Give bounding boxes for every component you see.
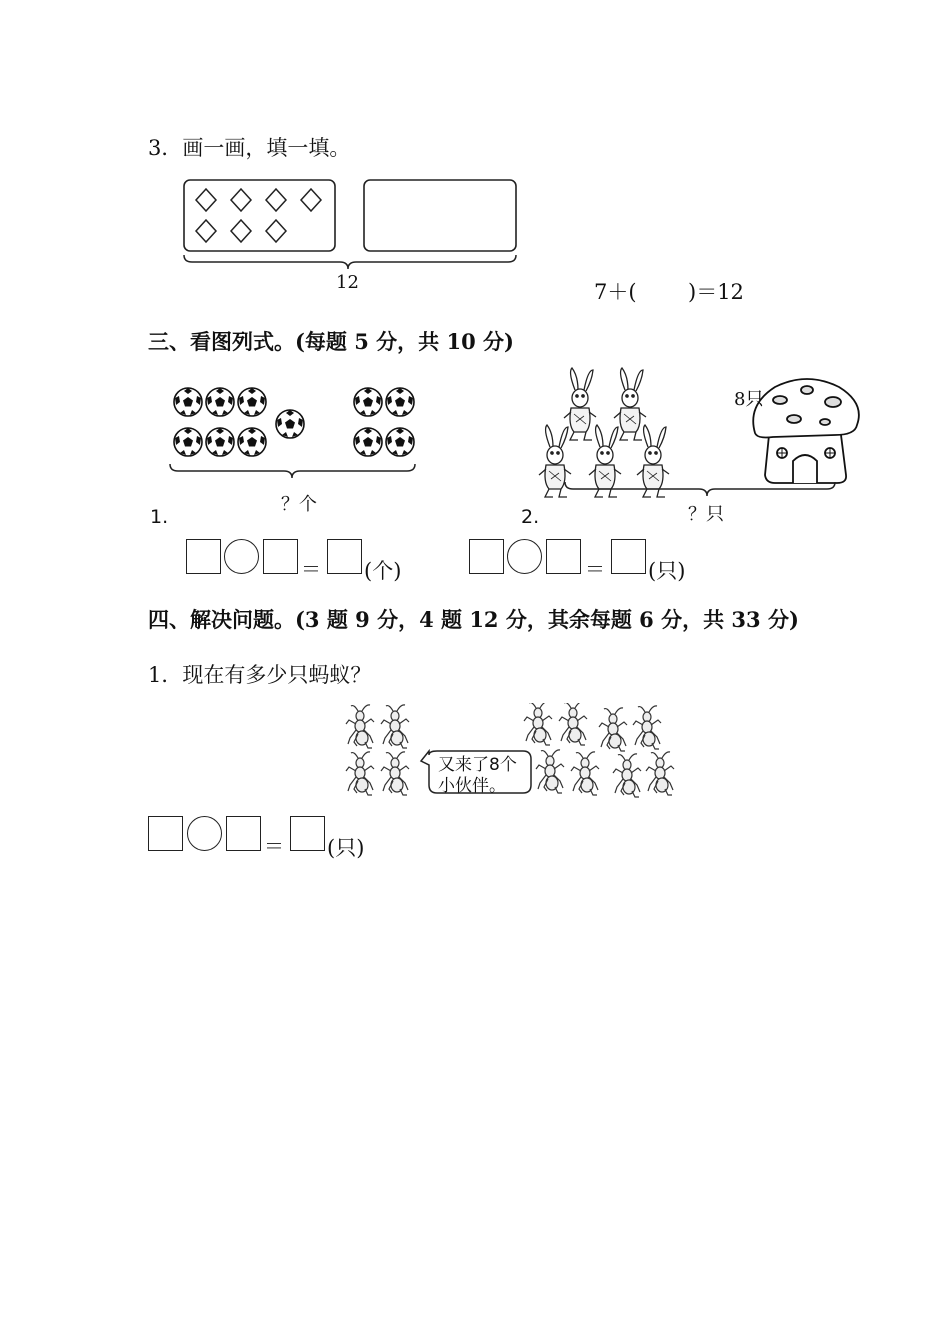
s4q1-operator-circle[interactable] xyxy=(187,816,222,851)
mushroom-house-icon xyxy=(753,379,859,483)
diamond-icon xyxy=(231,220,251,242)
s4q1-answer-box-2[interactable] xyxy=(226,816,261,851)
brace-icon xyxy=(184,255,516,269)
p2-number: 2. xyxy=(521,506,540,528)
soccer-ball-icon xyxy=(174,428,202,456)
p2-answer-box-1[interactable] xyxy=(469,539,504,574)
soccer-ball-icon xyxy=(386,388,414,416)
soccer-ball-icon xyxy=(206,388,234,416)
p1-brace-label: ？个 xyxy=(281,494,317,515)
p2-equals: ＝ xyxy=(585,557,605,581)
rabbit-icon xyxy=(589,425,621,497)
soccer-ball-icon xyxy=(354,428,382,456)
speech-line-1: 又来了8个 xyxy=(438,755,517,775)
p1-number: 1. xyxy=(150,506,169,528)
ant-icon xyxy=(613,754,641,797)
diamond-icon xyxy=(301,189,321,211)
q3-equation-right: )＝12 xyxy=(688,280,744,304)
p2-unit: (只) xyxy=(648,559,686,583)
ant-icon xyxy=(346,705,374,748)
q3-title: 3．画一画，填一填。 xyxy=(148,136,351,160)
ant-icon xyxy=(536,750,564,793)
diamond-icon xyxy=(231,189,251,211)
s4q1-equals: ＝ xyxy=(264,834,284,858)
section4-heading: 四、解决问题。(3 题 9 分，4 题 12 分，其余每题 6 分，共 33 分) xyxy=(148,607,799,632)
section4-q1-title: 1．现在有多少只蚂蚁？ xyxy=(148,663,372,687)
p2-answer-box-3[interactable] xyxy=(611,539,646,574)
ant-icon xyxy=(559,703,587,745)
diamond-icon xyxy=(266,189,286,211)
p2-operator-circle[interactable] xyxy=(507,539,542,574)
diamond-icon xyxy=(266,220,286,242)
rabbit-icon xyxy=(564,368,596,440)
soccer-ball-icon xyxy=(276,410,304,438)
soccer-ball-icon xyxy=(238,428,266,456)
q3-equation-left: 7＋( xyxy=(594,280,637,304)
p2-answer-box-2[interactable] xyxy=(546,539,581,574)
empty-draw-box[interactable] xyxy=(364,180,516,251)
ants-figure xyxy=(345,703,690,803)
ant-icon xyxy=(524,703,552,745)
speech-line-2: 小伙伴。 xyxy=(438,776,506,796)
q3-answer-blank[interactable] xyxy=(644,276,686,302)
p1-equals: ＝ xyxy=(301,557,321,581)
p2-count-label: 8只 xyxy=(734,389,764,410)
soccer-ball-icon xyxy=(206,428,234,456)
section3-heading: 三、看图列式。(每题 5 分，共 10 分) xyxy=(148,329,514,354)
diamond-icon xyxy=(196,220,216,242)
ant-icon xyxy=(381,752,409,795)
soccer-ball-icon xyxy=(238,388,266,416)
ant-icon xyxy=(346,752,374,795)
rabbit-icon xyxy=(637,425,669,497)
brace-icon xyxy=(170,464,415,478)
rabbit-icon xyxy=(614,368,646,440)
s4q1-answer-box-3[interactable] xyxy=(290,816,325,851)
soccer-ball-icon xyxy=(354,388,382,416)
ant-icon xyxy=(599,708,627,751)
ant-icon xyxy=(633,706,661,749)
ant-icon xyxy=(571,752,599,795)
p1-answer-box-3[interactable] xyxy=(327,539,362,574)
q3-figure xyxy=(180,175,525,275)
soccer-ball-icon xyxy=(174,388,202,416)
p2-brace-label: ？只 xyxy=(688,504,724,525)
p1-operator-circle[interactable] xyxy=(224,539,259,574)
soccer-ball-icon xyxy=(386,428,414,456)
ant-icon xyxy=(646,752,674,795)
s4q1-unit: (只) xyxy=(327,836,365,860)
s4q1-answer-box-1[interactable] xyxy=(148,816,183,851)
ant-icon xyxy=(381,705,409,748)
p1-answer-box-2[interactable] xyxy=(263,539,298,574)
p1-answer-box-1[interactable] xyxy=(186,539,221,574)
p1-unit: (个) xyxy=(364,559,402,583)
q3-brace-label: 12 xyxy=(336,272,359,293)
diamond-icon xyxy=(196,189,216,211)
